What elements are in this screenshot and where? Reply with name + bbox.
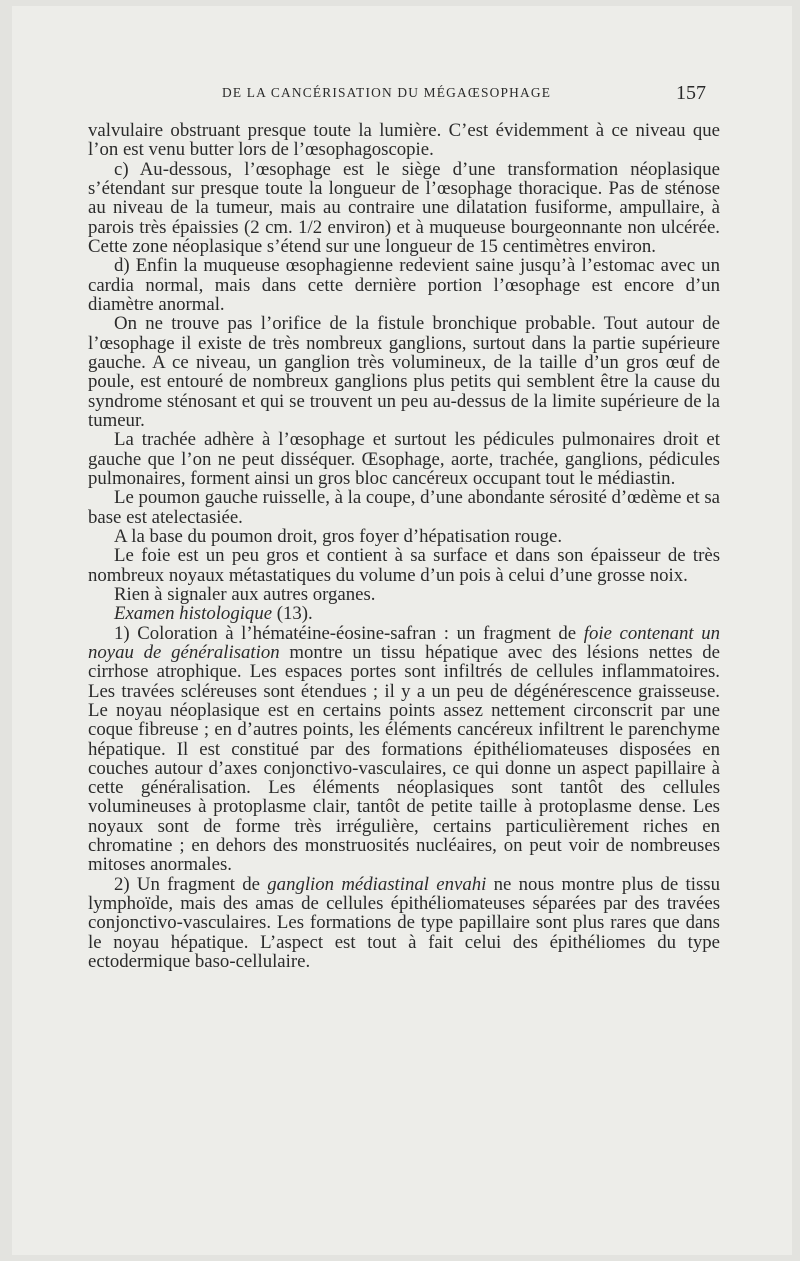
- paragraph: [88, 624, 720, 875]
- paragraph-lead: 1) Coloration à l’hématéine-éosine-safran : un fragment de: [114, 622, 584, 644]
- paragraph-text: A la base du poumon droit, gros foyer d’hépatisation rouge.: [114, 525, 563, 547]
- paragraph-text: ne nous montre plus de tissu lymphoïde, mais des amas de cellules épithéliomateuses séparées par des travées conjonctivo-vasculaires. Les formations de type papillaire sont plus rares que dans le noyau hépatique. L’aspect est tout à fait celui des épithéliomes du type ectodermique baso-cellulaire.: [88, 873, 720, 973]
- paragraph-italic: foie contenant un noyau de généralisation: [88, 622, 720, 663]
- paragraph: [88, 256, 720, 314]
- section-heading-ref: (13).: [272, 603, 313, 625]
- paragraph-text: valvulaire obstruant presque toute la lumière. C’est évidemment à ce niveau que l’on est venu butter lors de l’œsophagoscopie.: [88, 120, 720, 161]
- paragraph: [88, 527, 720, 546]
- paragraph-lead: 2) Un fragment de: [114, 873, 268, 895]
- paragraph: [88, 314, 720, 430]
- paragraph: [88, 430, 720, 488]
- paragraph: [88, 488, 720, 527]
- running-title: DE LA CANCÉRISATION DU MÉGAŒSOPHAGE: [222, 85, 552, 100]
- book-page: [12, 6, 792, 1255]
- paragraph-text: montre un tissu hépatique avec des lésions nettes de cirrhose atrophique. Les espaces portes sont infiltrés de cellules inflammatoires. Les travées scléreuses sont étendues ; il y a un peu de dégénérescence graisseuse. Le noyau néoplasique est en certains points assez nettement circonscrit par une coque fibreuse ; en d’autres points, les éléments cancéreux infiltrent le parenchyme hépatique. Il est constitué par des formations épithéliomateuses disposées en couches autour d’axes conjonctivo-vasculaires, ce qui donne un aspect papillaire à cette généralisation. Les éléments néoplasiques sont tantôt des cellules volumineuses à protoplasme clair, tantôt de petite taille à protoplasme dense. Les noyaux sont de forme très irrégulière, certains particulièrement riches en chromatine ; en dehors des monstruosités nucléaires, on peut voir de nombreuses mitoses anormales.: [88, 641, 720, 876]
- paragraph-text: Le poumon gauche ruisselle, à la coupe, d’une abondante sérosité d’œdème et sa base est atelectasiée.: [88, 487, 720, 528]
- page-number: 157: [676, 82, 706, 104]
- page-header: [12, 82, 792, 107]
- paragraph-text: c) Au-dessous, l’œsophage est le siège d’une transformation néoplasique s’étendant sur presque toute la longueur de l’œsophage thoracique. Pas de sténose au niveau de la tumeur, mais au contraire une dilatation fusiforme, ampullaire, à parois très épaissies (2 cm. 1/2 environ) et à muqueuse bourgeonnante non ulcérée. Cette zone néoplasique s’étend sur une longueur de 15 centimètres environ.: [88, 158, 720, 257]
- paragraph: [88, 546, 720, 585]
- paragraph-text: Rien à signaler aux autres organes.: [114, 583, 376, 605]
- section-heading-italic: Examen histologique: [114, 603, 273, 625]
- section-heading: [88, 604, 720, 623]
- paragraph: [88, 121, 720, 160]
- paragraph-text: La trachée adhère à l’œsophage et surtout les pédicules pulmonaires droit et gauche que l’on ne peut disséquer. Œsophage, aorte, trachée, ganglions, pédicules pulmonaires, forment ainsi un gros bloc cancéreux occupant tout le médiastin.: [88, 429, 720, 489]
- paragraph-italic: ganglion médiastinal envahi: [267, 873, 487, 895]
- paragraph: [88, 160, 720, 257]
- paragraph-text: d) Enfin la muqueuse œsophagienne redevient saine jusqu’à l’estomac avec un cardia normal, mais dans cette dernière portion l’œsophage est encore d’un diamètre anormal.: [88, 255, 720, 315]
- paragraph: [88, 585, 720, 604]
- paragraph-text: Le foie est un peu gros et contient à sa surface et dans son épaisseur de très nombreux noyaux métastatiques du volume d’un pois à celui d’une grosse noix.: [88, 545, 720, 586]
- paragraph-text: On ne trouve pas l’orifice de la fistule bronchique probable. Tout autour de l’œsophage il existe de très nombreux ganglions, surtout dans la partie supérieure gauche. A ce niveau, un ganglion très volumineux, de la taille d’un gros œuf de poule, est entouré de nombreux ganglions plus petits qui semblent être la cause du syndrome sténosant et qui se trouvent un peu au-dessus de la limite supérieure de la tumeur.: [88, 313, 720, 431]
- paragraph: [88, 875, 720, 972]
- body-text: [88, 121, 720, 971]
